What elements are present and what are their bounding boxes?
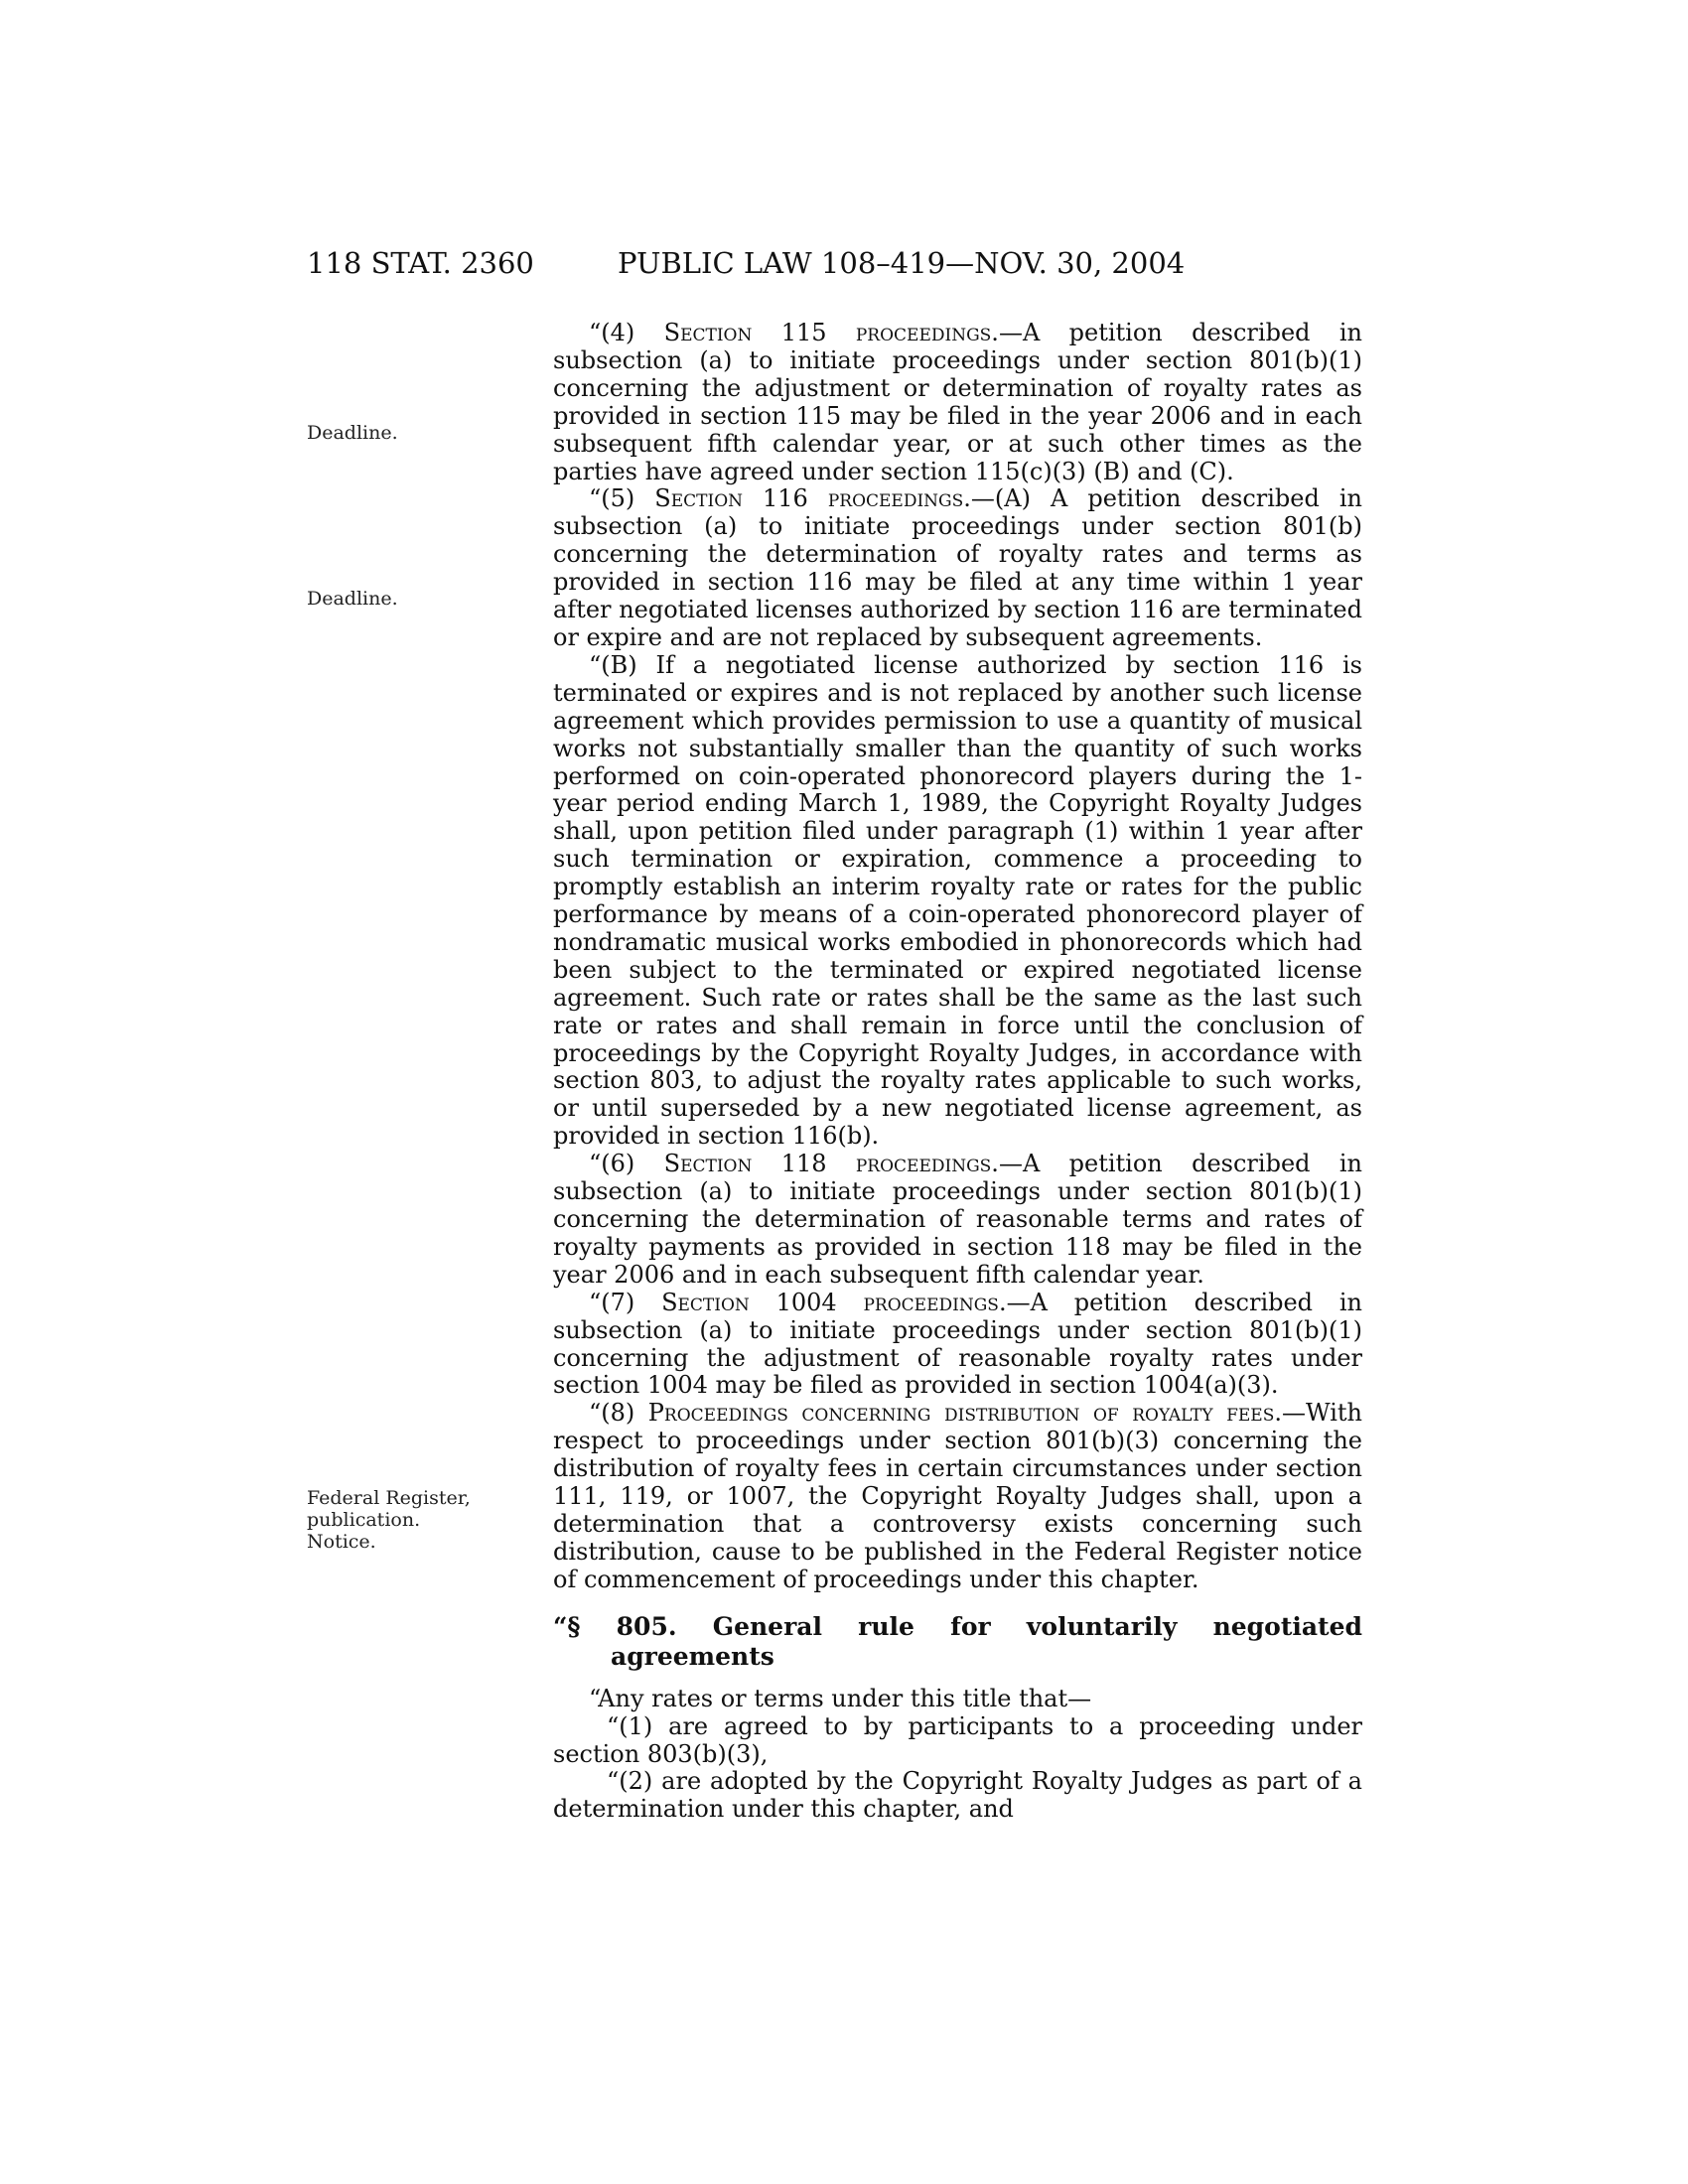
paragraph-heading: Section 115 proceedings. — [663, 319, 999, 346]
paragraph-7 — [553, 1290, 1362, 1401]
margin-note-deadline-1: Deadline. — [307, 422, 398, 444]
section-805-lead: “Any rates or terms under this title that— — [589, 1684, 1092, 1712]
paragraph-text: —A petition described in subsection (a) to initiate proceedings under section 801(b)(1) concerning the determination of reasonable terms and rates of royalty payments as provided in section 118 may be filed in the year 2006 and in each subsequent fifth calendar year. — [553, 1150, 1362, 1289]
paragraph-text: —A petition described in subsection (a) to initiate proceedings under section 801(b)(1) concerning the adjustment or determination of royalty rates as provided in section 115 may be filed in the year 2006 and in each subsequent fifth calendar year, or at such other times as the parties have agreed under section 115(c)(3) (B) and (C). — [553, 319, 1362, 485]
paragraph-4 — [553, 320, 1362, 485]
main-text — [553, 320, 1362, 1824]
law-title: PUBLIC LAW 108–419—NOV. 30, 2004 — [618, 246, 1186, 280]
paragraph-label: “(6) — [589, 1150, 664, 1178]
section-805-item-1: “(1) are agreed to by participants to a proceeding under section 803(b)(3), — [553, 1711, 1362, 1768]
paragraph-label: “(4) — [589, 319, 664, 346]
margin-note-line: Federal Register, — [307, 1487, 471, 1509]
paragraph-label: “(7) — [589, 1288, 662, 1316]
section-805-heading: “§ 805. General rule for voluntarily negotiated agreements — [553, 1611, 1362, 1671]
paragraph-heading: Proceedings concerning distribution of royalty fees. — [647, 1399, 1282, 1428]
margin-note-federal-register — [307, 1487, 495, 1553]
margin-note-line: publication. — [307, 1509, 421, 1531]
paragraph-label: “(8) — [589, 1399, 648, 1428]
paragraph-8 — [553, 1400, 1362, 1593]
paragraph-heading: Section 116 proceedings. — [654, 484, 971, 513]
stat-citation: 118 STAT. 2360 — [307, 246, 534, 280]
paragraph-label: “(5) — [589, 484, 655, 513]
paragraph-text: —(A) A petition described in subsection (a) to initiate proceedings under section 801(b) concerning the determination of royalty rates and terms as provided in section 116 may be filed at any time within 1 year after negotiated licenses authorized by section 116 are terminated or expire and are not replaced by subsequent agreements. — [553, 484, 1362, 651]
margin-note-deadline-2: Deadline. — [307, 588, 398, 610]
paragraph-heading: Section 118 proceedings. — [663, 1150, 999, 1178]
paragraph-text: —A petition described in subsection (a) to initiate proceedings under section 801(b)(1) concerning the adjustment of reasonable royalty rates under section 1004 may be filed as provided in section 1004(a)(3). — [553, 1288, 1362, 1400]
paragraph-text: —With respect to proceedings under section 801(b)(3) concerning the distribution of royalty fees in certain circumstances under section 111, 119, or 1007, the Copyright Royalty Judges shall, upon a determination that a controversy exists concerning such distribution, cause to be published in the Federal Register notice of commencement of proceedings under this chapter. — [553, 1399, 1362, 1593]
paragraph-6 — [553, 1151, 1362, 1290]
paragraph-5b: “(B) If a negotiated license authorized by section 116 is terminated or expires and is not replaced by another such license agreement which provides permission to use a quantity of musical works not substantially smaller than the quantity of such works performed on coin-operated phonorecord players during the 1-year period ending March 1, 1989, the Copyright Royalty Judges shall, upon petition filed under paragraph (1) within 1 year after such termination or expiration, commence a proceeding to promptly establish an interim royalty rate or rates for the public performance by means of a coin-operated phonorecord player of nondramatic musical works embodied in phonorecords which had been subject to the terminated or expired negotiated license agreement. Such rate or rates shall be the same as the last such rate or rates and shall remain in force until the conclusion of proceedings by the Copyright Royalty Judges, in accordance with section 803, to adjust the royalty rates applicable to such works, or until superseded by a new negotiated license agreement, as provided in section 116(b). — [553, 650, 1362, 1151]
section-805-item-2: “(2) are adopted by the Copyright Royalty Judges as part of a determination under this chapter, and — [553, 1767, 1362, 1824]
margin-note-line: Notice. — [307, 1531, 376, 1553]
page-header — [0, 246, 1688, 286]
paragraph-5 — [553, 485, 1362, 651]
paragraph-heading: Section 1004 proceedings. — [661, 1288, 1007, 1316]
